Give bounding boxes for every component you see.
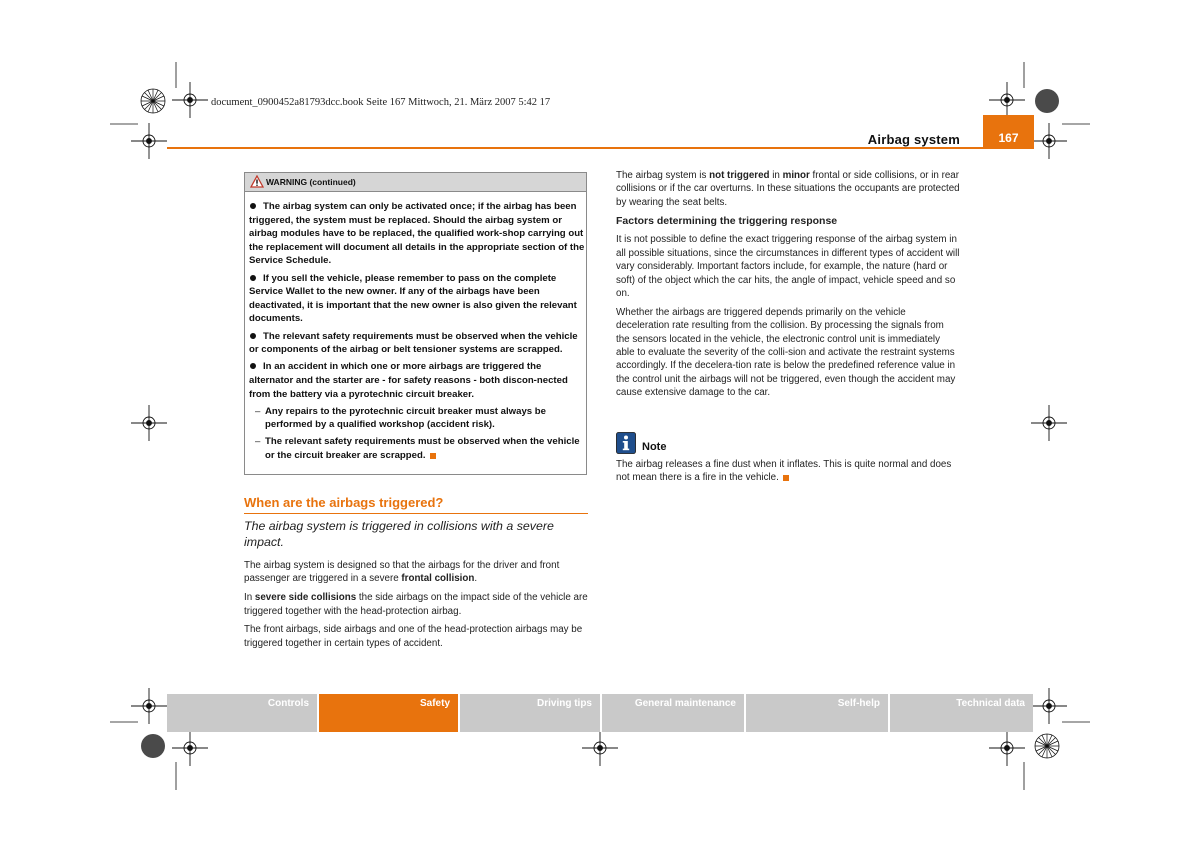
note-text: The airbag releases a fine dust when it inflates. This is quite normal and does not mean there is a fire in the vehicle. [616,459,952,484]
paragraph: The front airbags, side airbags and one of the head-protection airbags may be triggered together in certain types of accident. [244,624,583,649]
end-of-section-icon [430,453,436,459]
warning-label: WARNING (continued) [266,177,356,187]
warning-body [249,200,585,466]
print-info-line: document_0900452a81793dcc.book Seite 167 Mittwoch, 21. März 2007 5:42 17 [211,97,551,108]
warning-sub-item: – Any repairs to the pyrotechnic circuit breaker must always be performed by a qualified workshop (accident risk). [255,405,546,431]
warning-item: If you sell the vehicle, please remember to pass on the complete Service Wallet to the new owner. If any of the airbags have been deactivated, it is important that the new owner is also given the relevant documents. [249,272,577,325]
warning-header [245,173,586,192]
paragraph: It is not possible to define the exact triggering response of the airbag system in all possible situations, since the circumstances in different types of accident will vary considerably. Important factors include, for example, the nature (hard or soft) of the object which the car hits, the angle of impact, vehicle speed and so on. [616,234,960,300]
chapter-nav [167,694,1033,732]
tab-controls[interactable]: Controls [167,694,317,732]
bullet-icon [250,363,256,369]
warning-triangle-icon [250,175,264,188]
paragraph: Whether the airbags are triggered depends primarily on the vehicle deceleration rate resulting from the collision. By processing the signals from the sensors located in the vehicle, the electronic control unit is immediately able to evaluate the severity of the colli-sion and activate the restraint systems accordingly. If the decelera-tion rate is below the predefined reference value in the control unit the airbags will not be triggered, even though the accident may cause extensive damage to the car. [616,306,956,399]
warning-item: In an accident in which one or more airbags are triggered the alternator and the starter are - for safety reasons - both discon-nected from the battery via a pyrotechnic circuit breaker. [249,361,568,400]
page-number: 167 [983,115,1034,149]
section-rule [244,513,588,514]
tab-technical-data[interactable]: Technical data [890,694,1033,732]
warning-sub-item: – The relevant safety requirements must be observed when the vehicle or the circuit breaker are scrapped. [255,436,580,462]
right-column-body [616,169,960,405]
paragraph: The airbag system is not triggered in minor frontal or side collisions, or in rear collisions or if the car overturns. In these situations the occupants are protected by wearing the seat belts. [616,170,960,208]
bullet-icon [250,333,256,339]
header-rule [167,147,983,149]
paragraph: In severe side collisions the side airbags on the impact side of the vehicle are triggered together with the head-protection airbag. [244,592,588,617]
note-label: Note [642,441,667,453]
paragraph: The airbag system is designed so that the airbags for the driver and front passenger are triggered in a severe frontal collision. [244,560,560,585]
page-header-title: Airbag system [867,132,960,147]
tab-general-maintenance[interactable]: General maintenance [602,694,744,732]
tab-safety[interactable]: Safety [319,694,458,732]
warning-box [244,172,587,475]
bullet-icon [250,275,256,281]
warning-item: The airbag system can only be activated once; if the airbag has been triggered, the system must be replaced. Should the airbag system or airbag modules have to be replaced, the qualified work-shop carrying out the replacement will document all details in the appropriate section of the Service Schedule. [249,201,585,267]
section-intro: The airbag system is triggered in collisions with a severe impact. [244,519,554,549]
subheading: Factors determining the triggering response [616,214,838,227]
section-body [244,559,592,656]
section-title: When are the airbags triggered? [244,495,444,510]
end-of-section-icon [783,475,789,481]
tab-self-help[interactable]: Self-help [746,694,888,732]
warning-item: The relevant safety requirements must be observed when the vehicle or components of the airbag or belt tensioner systems are scrapped. [249,330,578,356]
tab-driving-tips[interactable]: Driving tips [460,694,600,732]
info-icon [616,432,636,454]
bullet-icon [250,203,256,209]
